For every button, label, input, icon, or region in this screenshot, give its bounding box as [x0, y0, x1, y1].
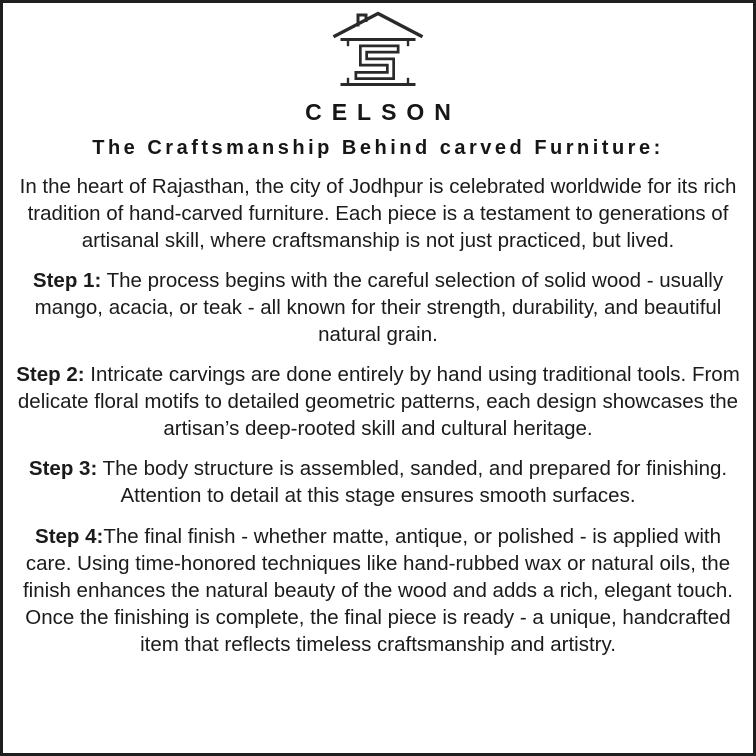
house-with-s-monogram-icon: [328, 8, 428, 95]
step-2-text: Intricate carvings are done entirely by hand using traditional tools. From delicate floral motifs to detailed geometric patterns, each design showcases the artisan’s deep-rooted skill and cultural heritage.: [17, 363, 740, 441]
step-4-label: Step 4:: [35, 524, 104, 548]
step-3-label: Step 3:: [28, 457, 98, 481]
intro-text: In the heart of Rajasthan, the city of Jodhpur is celebrated worldwide for its rich tradition of hand-carved furniture. Each piece is a testament to generations of artisanal skill, where craftsmanship is not just practiced, but lived.: [19, 175, 737, 253]
closing-paragraph: [15, 604, 741, 658]
step-1-paragraph: [15, 267, 741, 348]
step-3-text: The body structure is assembled, sanded, and prepared for finishing. Attention to detail at this stage ensures smooth surfaces.: [97, 457, 728, 508]
step-4-text: The final finish - whether matte, antique, or polished - is applied with care. Using time-honored techniques like hand-rubbed wax or natural oils, the finish enhances the natural beauty of the wood and adds a rich, elegant touch.: [22, 524, 734, 602]
step-4-paragraph: [15, 523, 741, 604]
step-1-label: Step 1:: [32, 269, 102, 293]
step-2-paragraph: [15, 361, 741, 442]
closing-text: Once the finishing is complete, the final piece is ready - a unique, handcrafted item that reflects timeless craftsmanship and artistry.: [25, 605, 731, 656]
step-2-label: Step 2:: [16, 363, 85, 387]
step-1-text: The process begins with the careful selection of solid wood - usually mango, acacia, or teak - all known for their strength, durability, and beautiful natural grain.: [34, 269, 724, 347]
brand-logo: [3, 8, 753, 95]
intro-paragraph: [15, 173, 741, 254]
brand-name: CELSON: [305, 99, 461, 125]
page-title: The Craftsmanship Behind carved Furniture:: [92, 137, 664, 159]
step-3-paragraph: [15, 455, 741, 509]
